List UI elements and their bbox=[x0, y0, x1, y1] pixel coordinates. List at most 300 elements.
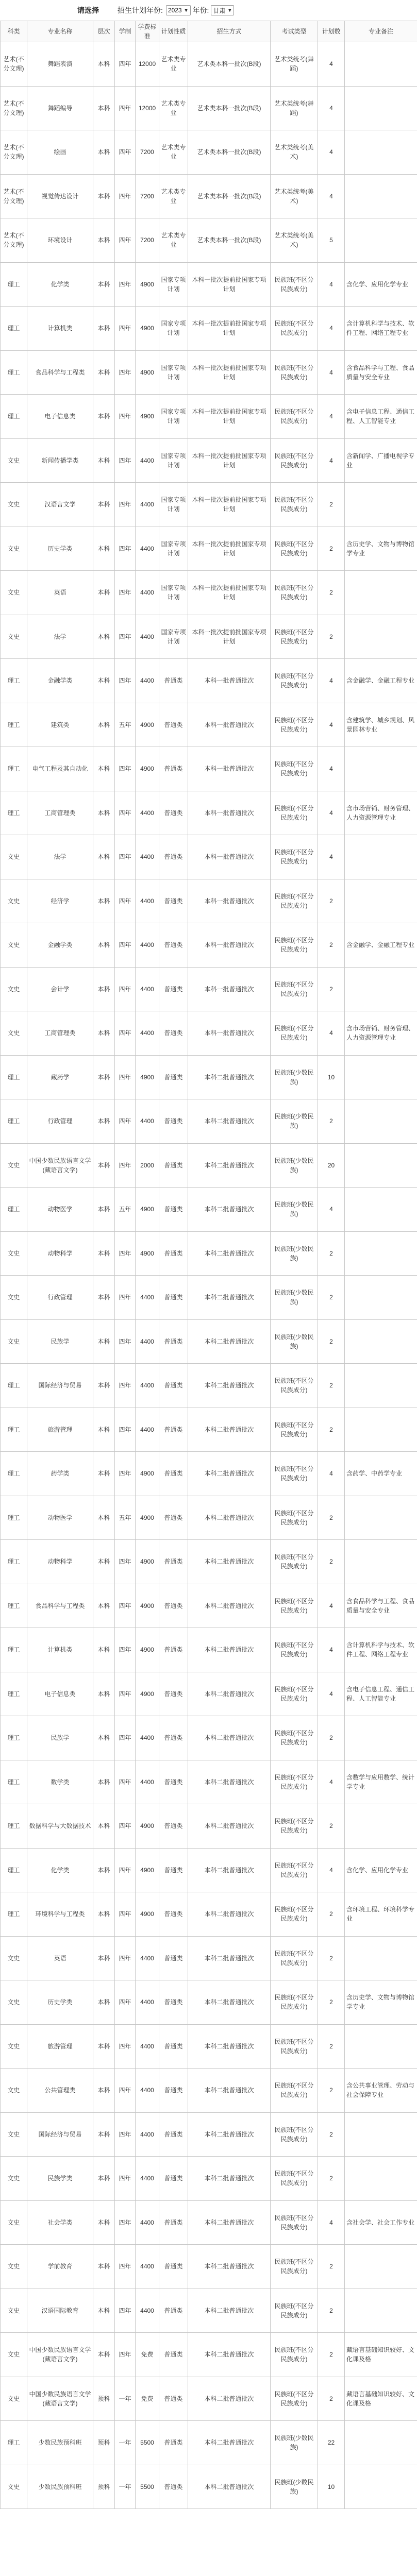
tuition-cell: 4400 bbox=[136, 923, 159, 968]
tuition-cell: 4900 bbox=[136, 1496, 159, 1540]
plan-count-cell: 4 bbox=[318, 438, 345, 483]
plan-count-cell: 4 bbox=[318, 395, 345, 439]
plan-type-cell: 普通类 bbox=[159, 1188, 188, 1232]
admission-method-cell: 本科二批普通批次 bbox=[188, 2465, 271, 2509]
admission-method-cell: 本科二批普通批次 bbox=[188, 1760, 271, 1804]
level-cell: 预科 bbox=[93, 2465, 115, 2509]
admission-method-cell: 本科二批普通批次 bbox=[188, 1804, 271, 1849]
tuition-cell: 免费 bbox=[136, 2333, 159, 2377]
exam-type-cell: 民族班(少数民族) bbox=[271, 1099, 318, 1144]
tuition-cell: 5500 bbox=[136, 2421, 159, 2465]
table-row bbox=[1, 483, 417, 527]
major-cell: 国际经济与贸易 bbox=[27, 1364, 93, 1408]
duration-cell: 四年 bbox=[115, 1055, 136, 1099]
admission-method-cell: 本科一批普通批次 bbox=[188, 659, 271, 703]
duration-cell: 四年 bbox=[115, 1892, 136, 1937]
remark-cell: 含计算机科学与技术、软件工程、网络工程专业 bbox=[345, 307, 417, 351]
remark-cell: 含社会学、社会工作专业 bbox=[345, 2200, 417, 2245]
level-cell: 本科 bbox=[93, 835, 115, 879]
major-cell: 中国少数民族语言文学(藏语言文学) bbox=[27, 2333, 93, 2377]
duration-cell: 四年 bbox=[115, 42, 136, 87]
tuition-cell: 4900 bbox=[136, 1231, 159, 1276]
plan-count-cell: 2 bbox=[318, 1716, 345, 1760]
tuition-cell: 4400 bbox=[136, 1980, 159, 2025]
duration-cell: 四年 bbox=[115, 1848, 136, 1892]
category-cell: 文史 bbox=[1, 1980, 27, 2025]
remark-cell bbox=[345, 2112, 417, 2157]
tuition-cell: 4900 bbox=[136, 747, 159, 791]
exam-type-cell: 民族班(不区分民族成分) bbox=[271, 1408, 318, 1452]
table-row bbox=[1, 527, 417, 571]
remark-cell bbox=[345, 1143, 417, 1188]
exam-type-cell: 民族班(不区分民族成分) bbox=[271, 703, 318, 747]
exam-type-cell: 民族班(少数民族) bbox=[271, 1143, 318, 1188]
plan-count-cell: 4 bbox=[318, 307, 345, 351]
plan-count-cell: 2 bbox=[318, 615, 345, 659]
tuition-cell: 4900 bbox=[136, 1848, 159, 1892]
remark-cell: 含药学、中药学专业 bbox=[345, 1452, 417, 1496]
exam-type-cell: 民族班(不区分民族成分) bbox=[271, 1760, 318, 1804]
duration-cell: 四年 bbox=[115, 2333, 136, 2377]
tuition-cell: 4900 bbox=[136, 1055, 159, 1099]
plan-type-cell: 普通类 bbox=[159, 1892, 188, 1937]
exam-type-cell: 民族班(不区分民族成分) bbox=[271, 483, 318, 527]
level-cell: 本科 bbox=[93, 130, 115, 175]
duration-cell: 五年 bbox=[115, 1188, 136, 1232]
exam-type-cell: 民族班(不区分民族成分) bbox=[271, 879, 318, 923]
major-cell: 建筑类 bbox=[27, 703, 93, 747]
table-row bbox=[1, 1188, 417, 1232]
exam-type-cell: 民族班(不区分民族成分) bbox=[271, 1584, 318, 1628]
plan-type-cell: 国家专项计划 bbox=[159, 483, 188, 527]
level-cell: 本科 bbox=[93, 395, 115, 439]
tuition-cell: 4900 bbox=[136, 1672, 159, 1716]
plan-count-cell: 4 bbox=[318, 2200, 345, 2245]
remark-cell: 含环境工程、环境科学专业 bbox=[345, 1892, 417, 1937]
level-cell: 预科 bbox=[93, 2421, 115, 2465]
exam-type-cell: 民族班(少数民族) bbox=[271, 1055, 318, 1099]
plan-type-cell: 普通类 bbox=[159, 967, 188, 1011]
table-row bbox=[1, 1848, 417, 1892]
plan-count-cell: 4 bbox=[318, 350, 345, 395]
admission-method-cell: 艺术类本科一批次(B段) bbox=[188, 130, 271, 175]
exam-type-cell: 民族班(不区分民族成分) bbox=[271, 262, 318, 307]
exam-type-cell: 民族班(不区分民族成分) bbox=[271, 2333, 318, 2377]
remark-cell bbox=[345, 1408, 417, 1452]
major-cell: 动物医学 bbox=[27, 1496, 93, 1540]
plan-type-cell: 艺术类专业 bbox=[159, 174, 188, 218]
exam-type-cell: 民族班(少数民族) bbox=[271, 2465, 318, 2509]
column-header: 层次 bbox=[93, 21, 115, 42]
year-select-value: 2023 bbox=[168, 7, 182, 14]
admission-method-cell: 本科二批普通批次 bbox=[188, 2069, 271, 2113]
level-cell: 本科 bbox=[93, 350, 115, 395]
duration-cell: 四年 bbox=[115, 1540, 136, 1584]
table-row bbox=[1, 218, 417, 263]
major-cell: 中国少数民族语言文学(藏语言文学) bbox=[27, 2377, 93, 2421]
major-cell: 金融学类 bbox=[27, 923, 93, 968]
level-cell: 本科 bbox=[93, 483, 115, 527]
major-cell: 民族学类 bbox=[27, 2157, 93, 2201]
level-cell: 本科 bbox=[93, 1143, 115, 1188]
table-row bbox=[1, 703, 417, 747]
exam-type-cell: 艺术类统考(舞蹈) bbox=[271, 86, 318, 130]
tuition-cell: 4400 bbox=[136, 1011, 159, 1056]
tuition-cell: 7200 bbox=[136, 218, 159, 263]
remark-cell bbox=[345, 747, 417, 791]
plan-type-cell: 普通类 bbox=[159, 1980, 188, 2025]
level-cell: 本科 bbox=[93, 1804, 115, 1849]
major-cell: 金融学类 bbox=[27, 659, 93, 703]
table-row bbox=[1, 42, 417, 87]
exam-type-cell: 民族班(不区分民族成分) bbox=[271, 1540, 318, 1584]
duration-cell: 四年 bbox=[115, 2200, 136, 2245]
plan-type-cell: 普通类 bbox=[159, 835, 188, 879]
table-row bbox=[1, 1804, 417, 1849]
remark-cell: 含公共事业管理、劳动与社会保障专业 bbox=[345, 2069, 417, 2113]
admission-method-cell: 本科二批普通批次 bbox=[188, 1848, 271, 1892]
level-cell: 本科 bbox=[93, 1011, 115, 1056]
level-cell: 本科 bbox=[93, 1628, 115, 1672]
plan-count-cell: 2 bbox=[318, 1364, 345, 1408]
category-cell: 理工 bbox=[1, 1540, 27, 1584]
admission-method-cell: 本科一批次提前批国家专项计划 bbox=[188, 438, 271, 483]
admission-method-cell: 本科一批普通批次 bbox=[188, 835, 271, 879]
plan-count-cell: 4 bbox=[318, 1584, 345, 1628]
plan-count-cell: 2 bbox=[318, 2024, 345, 2069]
level-cell: 本科 bbox=[93, 1188, 115, 1232]
plan-type-cell: 艺术类专业 bbox=[159, 130, 188, 175]
plan-type-cell: 国家专项计划 bbox=[159, 395, 188, 439]
column-header: 学制 bbox=[115, 21, 136, 42]
admission-method-cell: 本科二批普通批次 bbox=[188, 2157, 271, 2201]
admission-method-cell: 本科二批普通批次 bbox=[188, 2377, 271, 2421]
exam-type-cell: 民族班(不区分民族成分) bbox=[271, 307, 318, 351]
major-cell: 电子信息类 bbox=[27, 1672, 93, 1716]
remark-cell: 含数学与应用数学、统计学专业 bbox=[345, 1760, 417, 1804]
admission-method-cell: 艺术类本科一批次(B段) bbox=[188, 86, 271, 130]
level-cell: 本科 bbox=[93, 1936, 115, 1980]
remark-cell bbox=[345, 2421, 417, 2465]
plan-type-cell: 普通类 bbox=[159, 2112, 188, 2157]
exam-type-cell: 民族班(不区分民族成分) bbox=[271, 1672, 318, 1716]
plan-type-cell: 普通类 bbox=[159, 1364, 188, 1408]
admission-method-cell: 本科一批普通批次 bbox=[188, 923, 271, 968]
remark-cell: 含金融学、金融工程专业 bbox=[345, 659, 417, 703]
remark-cell bbox=[345, 1099, 417, 1144]
plan-count-cell: 2 bbox=[318, 527, 345, 571]
exam-type-cell: 民族班(不区分民族成分) bbox=[271, 2377, 318, 2421]
exam-type-cell: 民族班(不区分民族成分) bbox=[271, 1628, 318, 1672]
level-cell: 本科 bbox=[93, 2200, 115, 2245]
remark-cell: 含电子信息工程、通信工程、人工智能专业 bbox=[345, 395, 417, 439]
admission-method-cell: 本科二批普通批次 bbox=[188, 1099, 271, 1144]
table-row bbox=[1, 2465, 417, 2509]
plan-type-cell: 普通类 bbox=[159, 1099, 188, 1144]
duration-cell: 四年 bbox=[115, 2157, 136, 2201]
level-cell: 本科 bbox=[93, 86, 115, 130]
table-row bbox=[1, 1760, 417, 1804]
level-cell: 本科 bbox=[93, 42, 115, 87]
category-cell: 理工 bbox=[1, 1099, 27, 1144]
remark-cell bbox=[345, 42, 417, 87]
exam-type-cell: 民族班(不区分民族成分) bbox=[271, 747, 318, 791]
table-row bbox=[1, 879, 417, 923]
duration-cell: 四年 bbox=[115, 1980, 136, 2025]
duration-cell: 四年 bbox=[115, 307, 136, 351]
category-cell: 文史 bbox=[1, 2024, 27, 2069]
plan-type-cell: 普通类 bbox=[159, 1628, 188, 1672]
table-row bbox=[1, 438, 417, 483]
plan-count-cell: 4 bbox=[318, 703, 345, 747]
remark-cell bbox=[345, 1804, 417, 1849]
plan-count-cell: 2 bbox=[318, 483, 345, 527]
exam-type-cell: 民族班(不区分民族成分) bbox=[271, 967, 318, 1011]
exam-type-cell: 民族班(不区分民族成分) bbox=[271, 1804, 318, 1849]
admission-method-cell: 艺术类本科一批次(B段) bbox=[188, 218, 271, 263]
category-cell: 文史 bbox=[1, 1143, 27, 1188]
plan-type-cell: 国家专项计划 bbox=[159, 350, 188, 395]
remark-cell: 含建筑学、城乡规划、风景园林专业 bbox=[345, 703, 417, 747]
major-cell: 食品科学与工程类 bbox=[27, 1584, 93, 1628]
exam-type-cell: 民族班(不区分民族成分) bbox=[271, 791, 318, 835]
major-cell: 视觉传达设计 bbox=[27, 174, 93, 218]
plan-count-cell: 4 bbox=[318, 835, 345, 879]
remark-cell bbox=[345, 130, 417, 175]
duration-cell: 四年 bbox=[115, 2245, 136, 2289]
major-cell: 国际经济与贸易 bbox=[27, 2112, 93, 2157]
remark-cell: 藏语言基础知识较好、文化课及格 bbox=[345, 2333, 417, 2377]
level-cell: 本科 bbox=[93, 703, 115, 747]
tuition-cell: 4400 bbox=[136, 571, 159, 615]
duration-cell: 四年 bbox=[115, 174, 136, 218]
tuition-cell: 4400 bbox=[136, 1364, 159, 1408]
exam-type-cell: 民族班(不区分民族成分) bbox=[271, 923, 318, 968]
exam-type-cell: 民族班(不区分民族成分) bbox=[271, 2245, 318, 2289]
year-select[interactable] bbox=[166, 5, 191, 15]
category-cell: 理工 bbox=[1, 747, 27, 791]
category-cell: 艺术(不分文理) bbox=[1, 130, 27, 175]
plan-count-cell: 2 bbox=[318, 1496, 345, 1540]
exam-type-cell: 民族班(不区分民族成分) bbox=[271, 527, 318, 571]
category-cell: 理工 bbox=[1, 1628, 27, 1672]
remark-cell: 含食品科学与工程、食品质量与安全专业 bbox=[345, 350, 417, 395]
tuition-cell: 4400 bbox=[136, 879, 159, 923]
tuition-cell: 4400 bbox=[136, 1716, 159, 1760]
exam-type-cell: 民族班(不区分民族成分) bbox=[271, 1848, 318, 1892]
tuition-cell: 4400 bbox=[136, 1760, 159, 1804]
plan-count-cell: 2 bbox=[318, 571, 345, 615]
category-cell: 理工 bbox=[1, 1496, 27, 1540]
tuition-cell: 4400 bbox=[136, 438, 159, 483]
plan-count-cell: 2 bbox=[318, 2069, 345, 2113]
column-header: 专业名称 bbox=[27, 21, 93, 42]
plan-count-cell: 4 bbox=[318, 86, 345, 130]
column-header: 科类 bbox=[1, 21, 27, 42]
remark-cell: 含化学、应用化学专业 bbox=[345, 262, 417, 307]
admission-method-cell: 本科二批普通批次 bbox=[188, 2200, 271, 2245]
admission-method-cell: 本科一批次提前批国家专项计划 bbox=[188, 527, 271, 571]
table-row bbox=[1, 2377, 417, 2421]
major-cell: 民族学 bbox=[27, 1319, 93, 1364]
duration-cell: 四年 bbox=[115, 1143, 136, 1188]
duration-cell: 一年 bbox=[115, 2421, 136, 2465]
remark-cell: 含历史学、文物与博物馆学专业 bbox=[345, 527, 417, 571]
category-cell: 理工 bbox=[1, 395, 27, 439]
exam-type-cell: 民族班(少数民族) bbox=[271, 1231, 318, 1276]
tuition-cell: 4900 bbox=[136, 1892, 159, 1937]
plan-type-cell: 普通类 bbox=[159, 1452, 188, 1496]
admission-method-cell: 本科二批普通批次 bbox=[188, 1188, 271, 1232]
province-select[interactable] bbox=[211, 5, 234, 15]
table-row bbox=[1, 1276, 417, 1320]
tuition-cell: 7200 bbox=[136, 174, 159, 218]
level-cell: 本科 bbox=[93, 1848, 115, 1892]
major-cell: 舞蹈编导 bbox=[27, 86, 93, 130]
table-row bbox=[1, 174, 417, 218]
level-cell: 本科 bbox=[93, 1716, 115, 1760]
tuition-cell: 12000 bbox=[136, 86, 159, 130]
tuition-cell: 4400 bbox=[136, 527, 159, 571]
plan-count-cell: 4 bbox=[318, 747, 345, 791]
exam-type-cell: 艺术类统考(美术) bbox=[271, 174, 318, 218]
major-cell: 汉语言文学 bbox=[27, 483, 93, 527]
plan-count-cell: 4 bbox=[318, 174, 345, 218]
major-cell: 英语 bbox=[27, 1936, 93, 1980]
plan-count-cell: 4 bbox=[318, 1188, 345, 1232]
exam-type-cell: 民族班(不区分民族成分) bbox=[271, 1452, 318, 1496]
remark-cell bbox=[345, 1188, 417, 1232]
plan-count-cell: 4 bbox=[318, 1672, 345, 1716]
plan-count-cell: 4 bbox=[318, 130, 345, 175]
major-cell: 药学类 bbox=[27, 1452, 93, 1496]
enrollment-plan-table bbox=[0, 21, 417, 2509]
remark-cell bbox=[345, 615, 417, 659]
category-cell: 文史 bbox=[1, 1319, 27, 1364]
table-row bbox=[1, 615, 417, 659]
admission-method-cell: 本科二批普通批次 bbox=[188, 1980, 271, 2025]
level-cell: 本科 bbox=[93, 1319, 115, 1364]
category-cell: 文史 bbox=[1, 2289, 27, 2333]
category-cell: 理工 bbox=[1, 2421, 27, 2465]
major-cell: 民族学 bbox=[27, 1716, 93, 1760]
level-cell: 本科 bbox=[93, 1892, 115, 1937]
duration-cell: 五年 bbox=[115, 1496, 136, 1540]
category-cell: 文史 bbox=[1, 1011, 27, 1056]
tuition-cell: 4400 bbox=[136, 659, 159, 703]
category-cell: 文史 bbox=[1, 967, 27, 1011]
admission-method-cell: 本科一批次提前批国家专项计划 bbox=[188, 262, 271, 307]
admission-method-cell: 本科二批普通批次 bbox=[188, 2245, 271, 2289]
plan-type-cell: 国家专项计划 bbox=[159, 615, 188, 659]
duration-cell: 四年 bbox=[115, 1760, 136, 1804]
category-cell: 文史 bbox=[1, 2157, 27, 2201]
exam-type-cell: 民族班(不区分民族成分) bbox=[271, 1496, 318, 1540]
plan-count-cell: 2 bbox=[318, 1804, 345, 1849]
admission-method-cell: 本科一批普通批次 bbox=[188, 967, 271, 1011]
admission-method-cell: 本科二批普通批次 bbox=[188, 1672, 271, 1716]
major-cell: 中国少数民族语言文学(藏语言文学) bbox=[27, 1143, 93, 1188]
exam-type-cell: 民族班(不区分民族成分) bbox=[271, 350, 318, 395]
tuition-cell: 4400 bbox=[136, 791, 159, 835]
exam-type-cell: 艺术类统考(美术) bbox=[271, 130, 318, 175]
category-cell: 文史 bbox=[1, 2465, 27, 2509]
major-cell: 数据科学与大数据技术 bbox=[27, 1804, 93, 1849]
plan-type-cell: 普通类 bbox=[159, 1584, 188, 1628]
level-cell: 本科 bbox=[93, 1980, 115, 2025]
tuition-cell: 4900 bbox=[136, 1540, 159, 1584]
table-row bbox=[1, 1408, 417, 1452]
category-cell: 文史 bbox=[1, 2333, 27, 2377]
remark-cell bbox=[345, 174, 417, 218]
category-cell: 文史 bbox=[1, 483, 27, 527]
tuition-cell: 7200 bbox=[136, 130, 159, 175]
admission-method-cell: 本科二批普通批次 bbox=[188, 1408, 271, 1452]
admission-method-cell: 本科二批普通批次 bbox=[188, 2421, 271, 2465]
plan-count-cell: 2 bbox=[318, 1540, 345, 1584]
major-cell: 英语 bbox=[27, 571, 93, 615]
major-cell: 电气工程及其自动化 bbox=[27, 747, 93, 791]
tuition-cell: 4400 bbox=[136, 1408, 159, 1452]
table-row bbox=[1, 1364, 417, 1408]
filter-bar bbox=[0, 0, 417, 21]
exam-type-cell: 民族班(不区分民族成分) bbox=[271, 1364, 318, 1408]
exam-type-cell: 民族班(不区分民族成分) bbox=[271, 1980, 318, 2025]
duration-cell: 四年 bbox=[115, 527, 136, 571]
table-row bbox=[1, 1011, 417, 1056]
duration-cell: 四年 bbox=[115, 350, 136, 395]
admission-method-cell: 本科一批普通批次 bbox=[188, 747, 271, 791]
duration-cell: 四年 bbox=[115, 659, 136, 703]
admission-method-cell: 本科二批普通批次 bbox=[188, 1628, 271, 1672]
admission-method-cell: 本科一批次提前批国家专项计划 bbox=[188, 571, 271, 615]
tuition-cell: 4400 bbox=[136, 1936, 159, 1980]
category-cell: 理工 bbox=[1, 1584, 27, 1628]
duration-cell: 四年 bbox=[115, 1319, 136, 1364]
table-row bbox=[1, 1319, 417, 1364]
duration-cell: 四年 bbox=[115, 218, 136, 263]
table-row bbox=[1, 1628, 417, 1672]
exam-type-cell: 民族班(不区分民族成分) bbox=[271, 1892, 318, 1937]
category-cell: 理工 bbox=[1, 1055, 27, 1099]
duration-cell: 四年 bbox=[115, 86, 136, 130]
plan-count-cell: 4 bbox=[318, 659, 345, 703]
remark-cell bbox=[345, 1319, 417, 1364]
table-row bbox=[1, 1055, 417, 1099]
plan-type-cell: 普通类 bbox=[159, 703, 188, 747]
tuition-cell: 4900 bbox=[136, 1584, 159, 1628]
tuition-cell: 4400 bbox=[136, 1276, 159, 1320]
level-cell: 本科 bbox=[93, 1099, 115, 1144]
level-cell: 预科 bbox=[93, 2377, 115, 2421]
major-cell: 法学 bbox=[27, 615, 93, 659]
category-cell: 文史 bbox=[1, 1231, 27, 1276]
plan-type-cell: 普通类 bbox=[159, 2289, 188, 2333]
plan-type-cell: 普通类 bbox=[159, 2157, 188, 2201]
category-cell: 文史 bbox=[1, 923, 27, 968]
duration-cell: 四年 bbox=[115, 1936, 136, 1980]
plan-type-cell: 艺术类专业 bbox=[159, 86, 188, 130]
level-cell: 本科 bbox=[93, 1540, 115, 1584]
duration-cell: 四年 bbox=[115, 1452, 136, 1496]
table-row bbox=[1, 2421, 417, 2465]
tuition-cell: 4900 bbox=[136, 395, 159, 439]
major-cell: 会计学 bbox=[27, 967, 93, 1011]
category-cell: 理工 bbox=[1, 1364, 27, 1408]
plan-type-cell: 普通类 bbox=[159, 1540, 188, 1584]
remark-cell bbox=[345, 1496, 417, 1540]
major-cell: 绘画 bbox=[27, 130, 93, 175]
